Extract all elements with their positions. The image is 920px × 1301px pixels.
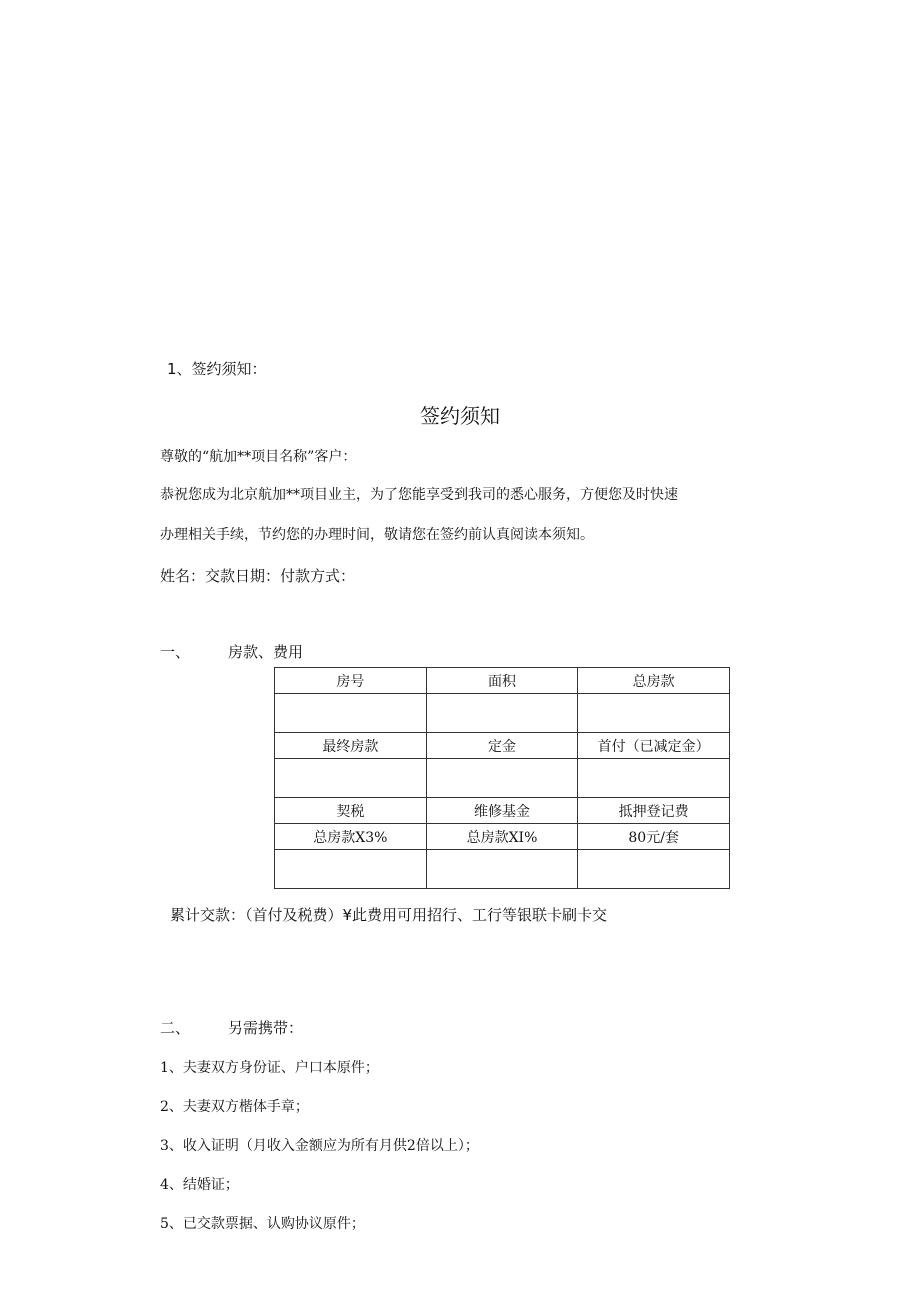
table-cell (426, 694, 578, 733)
table-row (275, 850, 730, 889)
table-cell: 面积 (426, 668, 578, 694)
table-cell (275, 850, 427, 889)
table-cell (275, 694, 427, 733)
table-cell: 总房款X3% (275, 824, 427, 850)
table-row (275, 733, 730, 759)
document-title: 签约须知 (420, 404, 500, 428)
table-row (275, 824, 730, 850)
section-heading-signing-notice: 1、签约须知： (167, 360, 267, 378)
table-cell: 定金 (426, 733, 578, 759)
table-cell: 抵押登记费 (578, 798, 730, 824)
section-1-number: 一、 (160, 643, 191, 661)
table-cell: 首付（已减定金） (578, 733, 730, 759)
table-cell: 80元/套 (578, 824, 730, 850)
intro-paragraph-line-1: 恭祝您成为北京航加**项目业主，为了您能享受到我司的悉心服务，方便您及时快速 (160, 487, 678, 503)
table-cell: 房号 (275, 668, 427, 694)
table-cell (426, 759, 578, 798)
fee-table (274, 667, 730, 889)
table-row (275, 759, 730, 798)
table-row (275, 694, 730, 733)
table-cell: 总房款XI% (426, 824, 578, 850)
list-item: 5、已交款票据、认购协议原件； (160, 1216, 365, 1232)
list-item: 3、收入证明（月收入金额应为所有月供2倍以上）； (160, 1138, 479, 1154)
table-cell: 维修基金 (426, 798, 578, 824)
section-2-number: 二、 (160, 1019, 191, 1037)
total-payment-line: 累计交款：（首付及税费）¥此费用可用招行、工行等银联卡刷卡交 (170, 906, 608, 924)
table-cell (426, 850, 578, 889)
table-cell (578, 850, 730, 889)
table-cell: 最终房款 (275, 733, 427, 759)
list-item: 2、夫妻双方楷体手章； (160, 1099, 309, 1115)
table-row (275, 798, 730, 824)
table-cell (275, 759, 427, 798)
table-cell: 总房款 (578, 668, 730, 694)
intro-paragraph-line-2: 办理相关手续，节约您的办理时间，敬请您在签约前认真阅读本须知。 (160, 527, 594, 543)
table-cell: 契税 (275, 798, 427, 824)
list-item: 1、夫妻双方身份证、户口本原件； (160, 1060, 379, 1076)
section-1-title: 房款、费用 (228, 643, 304, 661)
list-item: 4、结婚证； (160, 1177, 239, 1193)
customer-info-line: 姓名：交款日期：付款方式： (160, 567, 356, 585)
table-row (275, 668, 730, 694)
greeting-line: 尊敬的“航加**项目名称”客户： (160, 449, 357, 465)
table-cell (578, 759, 730, 798)
table-cell (578, 694, 730, 733)
section-2-title: 另需携带： (228, 1019, 304, 1037)
